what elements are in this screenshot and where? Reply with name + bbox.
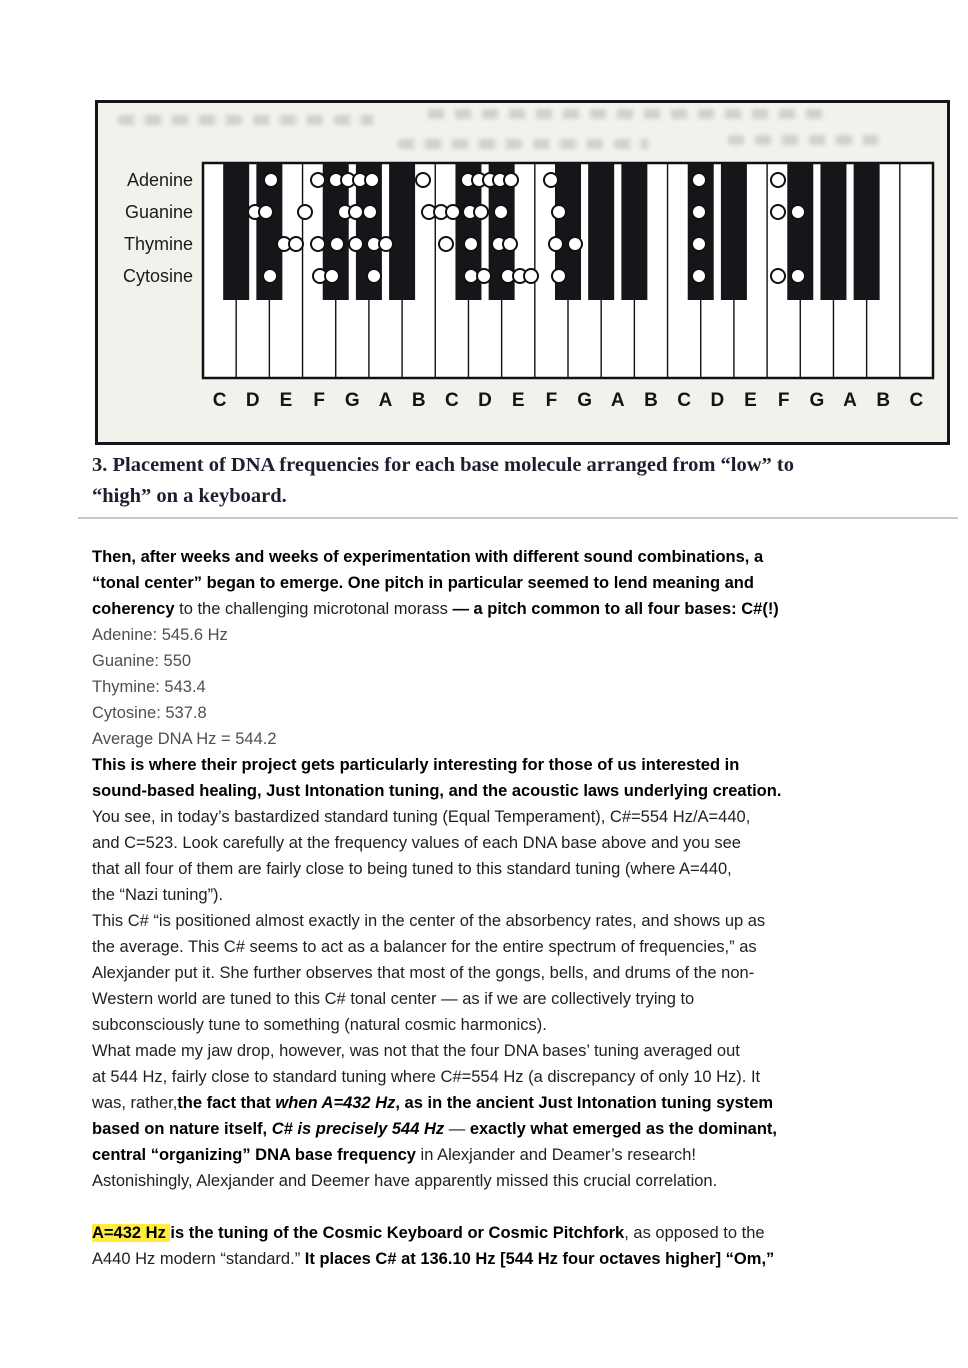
guanine-frequency-dot (692, 205, 706, 219)
adenine-frequency-dot (504, 173, 518, 187)
cytosine-frequency-dot (464, 269, 478, 283)
cytosine-frequency-dot (367, 269, 381, 283)
text-segment: It places C# at 136.10 Hz [544 Hz four octaves higher] “Om,” (304, 1250, 775, 1268)
highlighted-frequency: A=432 Hz (92, 1224, 171, 1242)
text-line (92, 1246, 892, 1272)
text-segment: Astonishingly, Alexjander and Deemer have apparently missed this crucial correlation. (92, 1172, 718, 1190)
text-segment: coherency (92, 600, 175, 618)
text-line (92, 1220, 892, 1246)
black-key (389, 163, 415, 300)
cytosine-frequency-dot (325, 269, 339, 283)
text-segment: based on nature itself, (92, 1120, 272, 1138)
text-line (92, 960, 892, 986)
adenine-frequency-dot (771, 173, 785, 187)
note-letter: G (344, 390, 360, 411)
note-letter: E (511, 390, 525, 411)
note-letter: A (378, 390, 393, 411)
guanine-frequency-dot (259, 205, 273, 219)
note-letter: F (545, 390, 558, 411)
thymine-frequency-dot (692, 237, 706, 251)
cytosine-frequency-dot (771, 269, 785, 283)
black-key (621, 163, 647, 300)
text-line (92, 986, 892, 1012)
thymine-frequency-dot (311, 237, 325, 251)
base-label: Adenine (126, 170, 193, 190)
note-letter: C (677, 390, 692, 411)
note-letter: C (444, 390, 459, 411)
text-segment: What made my jaw drop, however, was not that the four DNA bases’ tuning averaged out (92, 1042, 740, 1060)
text-line (92, 622, 892, 648)
note-letter: F (777, 390, 790, 411)
text-line (92, 1064, 892, 1090)
figure-caption-line: “high” on a keyboard. (92, 485, 287, 507)
cytosine-frequency-dot (692, 269, 706, 283)
text-segment: exactly what emerged as the dominant, (469, 1120, 778, 1138)
note-letter: D (245, 390, 260, 411)
figure-scan (95, 100, 950, 445)
text-line (92, 1090, 892, 1116)
text-segment: is the tuning of the Cosmic Keyboard or Cosmic Pitchfork (170, 1224, 625, 1242)
thymine-frequency-dot (289, 237, 303, 251)
adenine-frequency-dot (365, 173, 379, 187)
thymine-frequency-dot (349, 237, 363, 251)
text-segment: Thymine: 543.4 (92, 678, 206, 696)
text-segment: central “organizing” DNA base frequency (92, 1146, 416, 1164)
note-letter: E (279, 390, 293, 411)
text-segment: You see, in today’s bastardized standard tuning (Equal Temperament), C#=554 Hz/A=440, (92, 808, 751, 826)
text-segment: Cytosine: 537.8 (92, 704, 207, 722)
text-segment: Guanine: 550 (92, 652, 192, 670)
text-line (92, 570, 892, 596)
thymine-frequency-dot (549, 237, 563, 251)
text-segment: in Alexjander and Deamer’s research! (415, 1146, 697, 1164)
guanine-frequency-dot (298, 205, 312, 219)
note-letter: B (876, 390, 891, 411)
thymine-frequency-dot (503, 237, 517, 251)
text-line (92, 596, 892, 622)
text-line (92, 804, 892, 830)
note-letter: D (710, 390, 725, 411)
note-letter: F (313, 390, 325, 411)
text-segment: Then, after weeks and weeks of experimentation with different sound combinations, a (92, 548, 764, 566)
text-segment: — a pitch common to all four bases: C#(!) (452, 600, 779, 618)
adenine-frequency-dot (544, 173, 558, 187)
text-line (92, 752, 892, 778)
section-divider (78, 517, 958, 519)
text-segment: the “Nazi tuning”). (92, 886, 224, 904)
thymine-frequency-dot (330, 237, 344, 251)
text-segment: that all four of them are fairly close to being tuned to this standard tuning (where A=440, (92, 860, 732, 878)
note-letter: B (644, 390, 658, 411)
adenine-frequency-dot (264, 173, 278, 187)
cytosine-frequency-dot (263, 269, 277, 283)
text-segment: , as in the ancient Just Intonation tuning system (395, 1094, 774, 1112)
text-line (92, 1038, 892, 1064)
text-line (92, 830, 892, 856)
note-letter: A (843, 390, 857, 411)
text-segment: and C=523. Look carefully at the frequency values of each DNA base above and you see (92, 834, 741, 852)
note-letter: B (411, 390, 426, 411)
text-segment: was, rather, (92, 1094, 178, 1112)
cytosine-frequency-dot (524, 269, 538, 283)
keyboard-diagram (98, 103, 947, 442)
black-key (820, 163, 846, 300)
adenine-frequency-dot (311, 173, 325, 187)
text-segment: — (444, 1120, 470, 1138)
adenine-frequency-dot (692, 173, 706, 187)
text-line (92, 1168, 892, 1194)
base-label: Cytosine (122, 266, 193, 286)
text-line (92, 778, 892, 804)
note-letter: G (577, 390, 592, 411)
figure-caption-line: 3. Placement of DNA frequencies for each base molecule arranged from “low” to (92, 454, 794, 476)
base-label: Guanine (124, 202, 193, 222)
cytosine-frequency-dot (791, 269, 805, 283)
guanine-frequency-dot (349, 205, 363, 219)
article-text (92, 544, 892, 1272)
text-line (92, 908, 892, 934)
text-segment: This is where their project gets particularly interesting for those of us interested in (92, 756, 740, 774)
cytosine-frequency-dot (477, 269, 491, 283)
note-letter: C (909, 390, 924, 411)
text-segment: Adenine: 545.6 Hz (92, 626, 228, 644)
text-line (92, 934, 892, 960)
text-segment: C# is precisely 544 Hz (271, 1120, 445, 1138)
text-segment: , as opposed to the (624, 1224, 765, 1242)
text-segment: at 544 Hz, fairly close to standard tuning where C#=554 Hz (a discrepancy of only 10 Hz). It (92, 1068, 761, 1086)
text-segment: Alexjander put it. She further observes that most of the gongs, bells, and drums of the non- (92, 964, 755, 982)
guanine-frequency-dot (771, 205, 785, 219)
text-line (92, 544, 892, 570)
text-segment: This C# “is positioned almost exactly in the center of the absorbency rates, and shows up as (92, 912, 766, 930)
text-line (92, 1194, 892, 1220)
cytosine-frequency-dot (552, 269, 566, 283)
thymine-frequency-dot (568, 237, 582, 251)
note-letter: E (744, 390, 757, 411)
text-line (92, 1142, 892, 1168)
adenine-frequency-dot (416, 173, 430, 187)
black-key (588, 163, 614, 300)
guanine-frequency-dot (363, 205, 377, 219)
text-line (92, 726, 892, 752)
base-label: Thymine (123, 234, 193, 254)
text-line (92, 648, 892, 674)
text-segment: when A=432 Hz (275, 1094, 396, 1112)
text-line (92, 1012, 892, 1038)
text-segment: Western world are tuned to this C# tonal center — as if we are collectively trying to (92, 990, 695, 1008)
note-letter: A (610, 390, 625, 411)
text-segment: subconsciously tune to something (natural cosmic harmonics). (92, 1016, 547, 1034)
text-segment: to the challenging microtonal morass (174, 600, 453, 618)
note-letter: D (478, 390, 492, 411)
text-segment: Average DNA Hz = 544.2 (92, 730, 277, 748)
text-segment: “tonal center” began to emerge. One pitch in particular seemed to lend meaning and (92, 574, 754, 592)
thymine-frequency-dot (464, 237, 478, 251)
note-letter: C (212, 390, 227, 411)
text-segment: A440 Hz modern “standard.” (92, 1250, 305, 1268)
note-letter: G (809, 390, 825, 411)
text-line (92, 882, 892, 908)
thymine-frequency-dot (379, 237, 393, 251)
guanine-frequency-dot (474, 205, 488, 219)
guanine-frequency-dot (446, 205, 460, 219)
guanine-frequency-dot (552, 205, 566, 219)
text-line (92, 856, 892, 882)
text-line (92, 700, 892, 726)
figure-caption (92, 450, 892, 512)
black-key (854, 163, 880, 300)
text-line (92, 1116, 892, 1142)
text-line (92, 674, 892, 700)
text-segment: sound-based healing, Just Intonation tuning, and the acoustic laws underlying creation. (92, 782, 782, 800)
black-key (721, 163, 747, 300)
text-segment: the fact that (177, 1094, 276, 1112)
thymine-frequency-dot (439, 237, 453, 251)
black-key (223, 163, 249, 300)
text-segment: the average. This C# seems to act as a balancer for the entire spectrum of frequencies,” as (92, 938, 757, 956)
guanine-frequency-dot (494, 205, 508, 219)
guanine-frequency-dot (791, 205, 805, 219)
